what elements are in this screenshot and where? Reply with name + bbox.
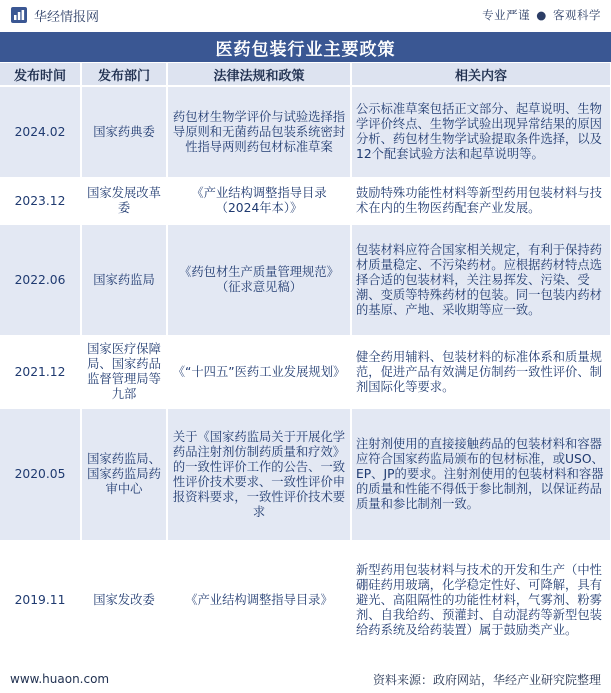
brand-name: 华经情报网	[34, 9, 100, 25]
table-row	[0, 541, 611, 659]
table-row	[0, 336, 611, 408]
footer	[0, 664, 611, 693]
policy-table	[0, 63, 611, 660]
column-header-content: 相关内容	[351, 63, 611, 86]
table-row	[0, 224, 611, 336]
cell-date: 2024.02	[0, 86, 81, 178]
table-row	[0, 408, 611, 541]
cell-dept: 国家药监局	[81, 224, 167, 336]
cell-date: 2023.12	[0, 178, 81, 224]
cell-content: 注射剂使用的直接接触药品的包装材料和容器应符合国家药监局颁布的包材标准，或USO、EP、JP的要求。注射剂使用的包装材料和容器的质量和性能不得低于参比制剂，以保证药品质量和参比制剂一致。	[351, 408, 611, 541]
column-header-dept: 发布部门	[81, 63, 167, 86]
slogan-separator: ●	[536, 8, 547, 22]
cell-date: 2020.05	[0, 408, 81, 541]
column-header-law: 法律法规和政策	[167, 63, 351, 86]
brand	[10, 6, 99, 25]
cell-law: 关于《国家药监局关于开展化学药品注射剂仿制药质量和疗效》的一致性评价工作的公告、一致性评价技术要求、一致性评价申报资料要求，一致性评价技术要求	[167, 408, 351, 541]
cell-dept: 国家药监局、国家药监局药审中心	[81, 408, 167, 541]
cell-dept: 国家医疗保障局、国家药品监督管理局等九部	[81, 336, 167, 408]
slogan-right: 客观科学	[553, 8, 601, 22]
top-bar	[0, 0, 611, 30]
page-title: 医药包装行业主要政策	[0, 32, 611, 62]
cell-dept: 国家发改委	[81, 541, 167, 659]
table-row	[0, 178, 611, 224]
cell-law: 药包材生物学评价与试验选择指导原则和无菌药品包装系统密封性指导两则药包材标准草案	[167, 86, 351, 178]
slogan	[482, 7, 601, 23]
cell-content: 鼓励特殊功能性材料等新型药用包装材料与技术在内的生物医药配套产业发展。	[351, 178, 611, 224]
table-header-row	[0, 63, 611, 86]
footer-source: 资料来源：政府网站，华经产业研究院整理	[372, 672, 601, 687]
cell-date: 2022.06	[0, 224, 81, 336]
cell-law: 《“十四五”医药工业发展规划》	[167, 336, 351, 408]
cell-content: 健全药用辅料、包装材料的标准体系和质量规范，促进产品有效满足仿制药一致性评价、制剂国际化等要求。	[351, 336, 611, 408]
cell-dept: 国家药典委	[81, 86, 167, 178]
column-header-date: 发布时间	[0, 63, 81, 86]
cell-law: 《产业结构调整指导目录（2024年本）》	[167, 178, 351, 224]
cell-law: 《产业结构调整指导目录》	[167, 541, 351, 659]
cell-dept: 国家发展改革委	[81, 178, 167, 224]
cell-content: 新型药用包装材料与技术的开发和生产（中性硼硅药用玻璃，化学稳定性好、可降解，具有避光、高阻隔性的功能性材料，气雾剂、粉雾剂、自我给药、预灌封、自动混药等新型包装给药系统及给药装置）属于鼓励类产业。	[351, 541, 611, 659]
cell-law: 《药包材生产质量管理规范》（征求意见稿）	[167, 224, 351, 336]
cell-content: 包装材料应符合国家相关规定，有利于保持药材质量稳定、不污染药材。应根据药材特点选择合适的包装材料，关注易挥发、污染、受潮、变质等特殊药材的包装。同一包装内药材的基原、产地、采收期等应一致。	[351, 224, 611, 336]
footer-website: www.huaon.com	[10, 672, 110, 686]
cell-content: 公示标准草案包括正文部分、起草说明、生物学评价终点、生物学试验出现异常结果的原因分析、药包材生物学试验提取条件选择，以及12个配套试验方法和起草说明等。	[351, 86, 611, 178]
cell-date: 2021.12	[0, 336, 81, 408]
table-row	[0, 86, 611, 178]
huajing-logo-icon	[10, 6, 28, 24]
slogan-left: 专业严谨	[482, 8, 531, 22]
cell-date: 2019.11	[0, 541, 81, 659]
